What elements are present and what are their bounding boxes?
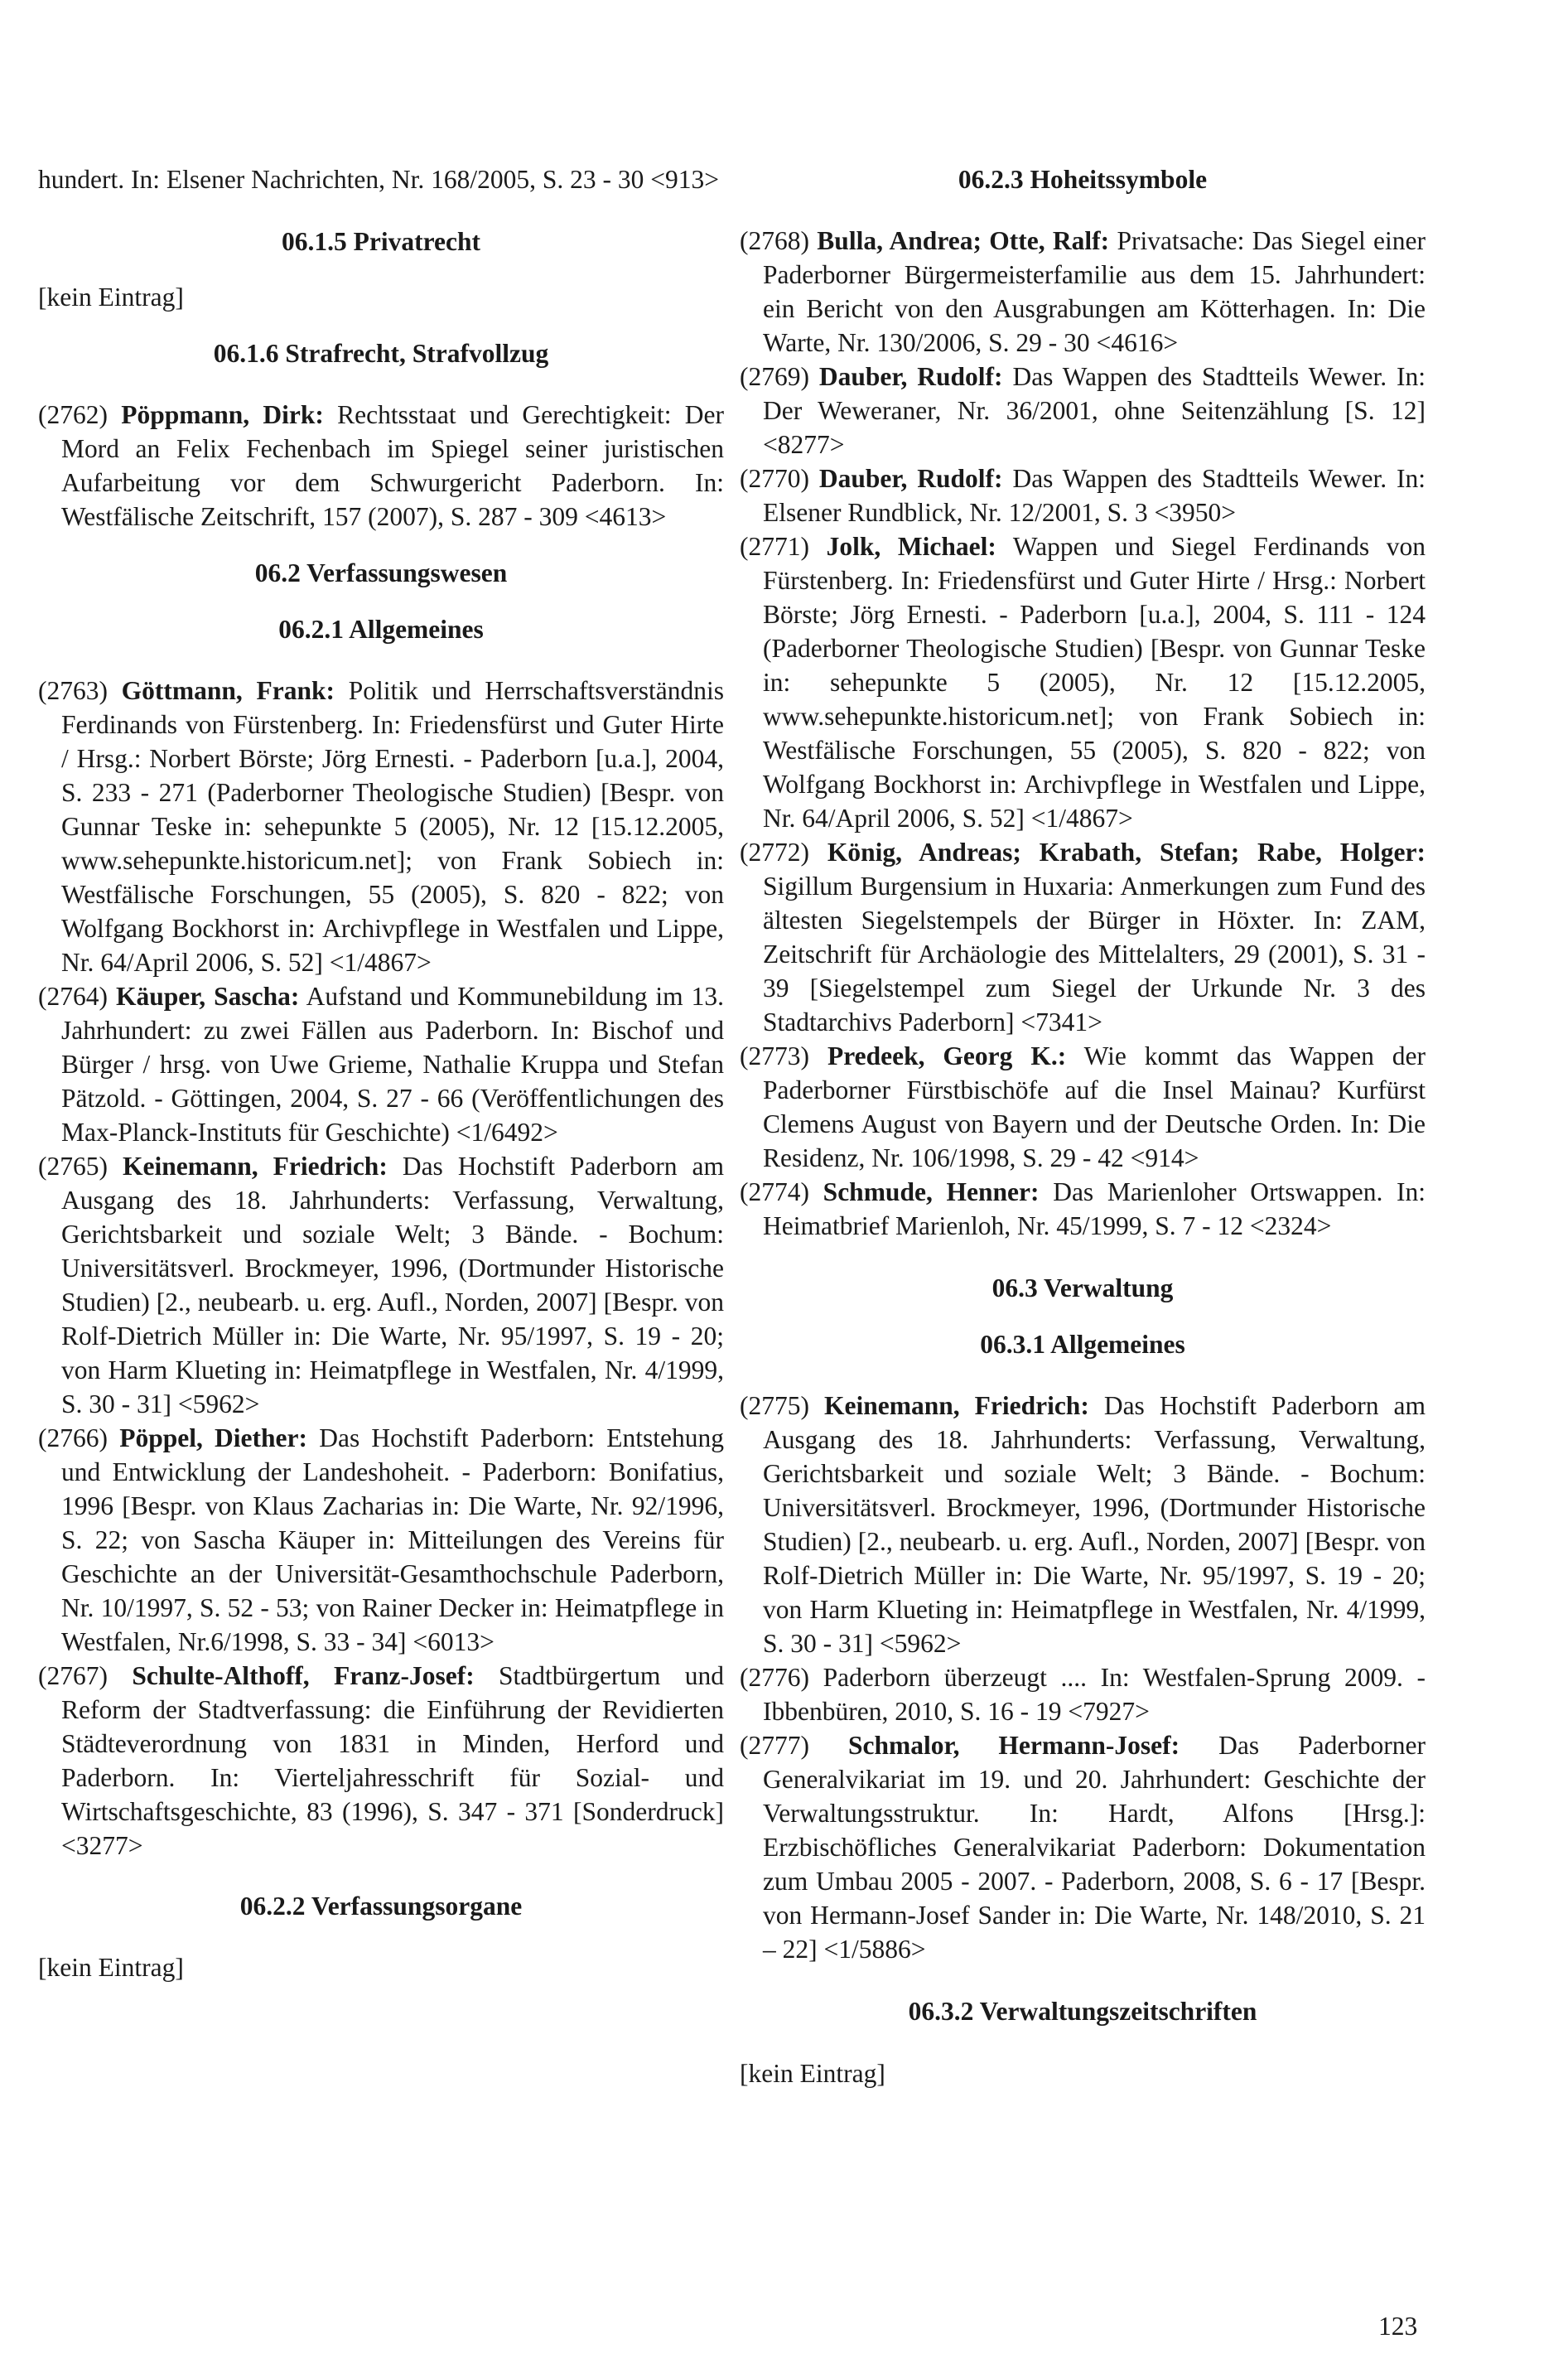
entry-number: (2762) xyxy=(38,400,122,429)
entry-2768 xyxy=(740,224,1426,360)
entry-number: (2763) xyxy=(38,676,122,705)
entry-author: Predeek, Georg K.: xyxy=(827,1041,1067,1070)
left-column xyxy=(38,162,724,1984)
entry-author: Pöppmann, Dirk: xyxy=(121,400,324,429)
entry-text: Wie kommt das Wappen der Paderborner Fürstbischöfe auf die Insel Mainau? Kurfürst Clemens August von Bayern und der Deutsche Orden. In: Die Residenz, Nr. 106/1998, S. 29 - 42 <914> xyxy=(763,1041,1426,1172)
entry-number: (2772) xyxy=(740,838,827,867)
entry-text: Privatsache: Das Siegel einer Paderborner Bürgermeisterfamilie aus dem 15. Jahrhundert: ein Bericht von den Ausgrabungen am Kötterhagen. In: Die Warte, Nr. 130/2006, S. 29 - 30 <4616> xyxy=(763,226,1426,357)
entry-author: Göttmann, Frank: xyxy=(121,676,335,705)
heading-0623: 06.2.3 Hoheitssymbole xyxy=(958,165,1208,194)
entry-author: Jolk, Michael: xyxy=(826,532,996,561)
entry-2764 xyxy=(38,979,724,1149)
empty-entry: [kein Eintrag] xyxy=(740,2059,885,2088)
entry-author: Dauber, Rudolf: xyxy=(818,362,1003,391)
entry-text: Wappen und Siegel Ferdinands von Fürstenberg. In: Friedensfürst und Guter Hirte / Hrsg.: Norbert Börste; Jörg Ernesti. - Paderborn [u.a.], 2004, S. 111 - 124 (Paderborner Theologische Studien) [Bespr. von Gunnar Teske in: sehepunkte 5 (2005), Nr. 12 [15.12.2005, www.sehepunkte.historicum.net]; von Frank Sobiech in: Westfälische Forschungen, 55 (2005), S. 820 - 822; von Wolfgang Bockhorst in: Archivpflege in Westfalen und Lippe, Nr. 64/April 2006, S. 52] <1/4867> xyxy=(763,532,1426,833)
entry-author: Pöppel, Diether: xyxy=(119,1423,307,1452)
entry-author: Keinemann, Friedrich: xyxy=(122,1152,388,1181)
entry-number: (2774) xyxy=(740,1177,823,1206)
entry-number: (2769) xyxy=(740,362,819,391)
heading-0621: 06.2.1 Allgemeines xyxy=(278,615,484,644)
entry-text: Stadtbürgertum und Reform der Stadtverfassung: die Einführung der Revidierten Städteverordnung von 1831 in Minden, Herford und Paderborn. In: Vierteljahresschrift für Sozial- und Wirtschaftsgeschichte, 83 (1996), S. 347 - 371 [Sonderdruck] <3277> xyxy=(61,1661,724,1860)
entry-2767 xyxy=(38,1659,724,1863)
entry-2773 xyxy=(740,1039,1426,1175)
entry-author: König, Andreas; Krabath, Stefan; Rabe, Holger: xyxy=(827,838,1426,867)
entry-2774 xyxy=(740,1175,1426,1243)
heading-0616: 06.1.6 Strafrecht, Strafvollzug xyxy=(213,339,549,368)
entry-text: Aufstand und Kommunebildung im 13. Jahrhundert: zu zwei Fällen aus Paderborn. In: Bischof und Bürger / hrsg. von Uwe Grieme, Nathalie Kruppa und Stefan Pätzold. - Göttingen, 2004, S. 27 - 66 (Veröffentlichungen des Max-Planck-Instituts für Geschichte) <1/6492> xyxy=(61,982,724,1147)
entry-2776 xyxy=(740,1660,1426,1728)
entry-2775 xyxy=(740,1389,1426,1660)
entry-number: (2767) xyxy=(38,1661,133,1690)
entry-2771 xyxy=(740,529,1426,835)
entry-author: Schmude, Henner: xyxy=(823,1177,1040,1206)
entry-number: (2773) xyxy=(740,1041,827,1070)
entry-text: Das Wappen des Stadtteils Wewer. In: Elsener Rundblick, Nr. 12/2001, S. 3 <3950> xyxy=(763,464,1426,527)
entry-2769 xyxy=(740,360,1426,461)
heading-0631: 06.3.1 Allgemeines xyxy=(980,1330,1185,1359)
entry-author: Käuper, Sascha: xyxy=(115,982,300,1011)
entry-number: (2771) xyxy=(740,532,827,561)
empty-entry: [kein Eintrag] xyxy=(38,1953,184,1982)
entry-text: Das Hochstift Paderborn am Ausgang des 18. Jahrhunderts: Verfassung, Verwaltung, Gerichtsbarkeit und soziale Welt; 3 Bände. - Bochum: Universitätsverl. Brockmeyer, 1996, (Dortmunder Historische Studien) [2., neubearb. u. erg. Aufl., Norden, 2007] [Bespr. von Rolf-Dietrich Müller in: Die Warte, Nr. 95/1997, S. 19 - 20; von Harm Klueting in: Heimatpflege in Westfalen, Nr. 4/1999, S. 30 - 31] <5962> xyxy=(763,1391,1426,1658)
heading-0632: 06.3.2 Verwaltungszeitschriften xyxy=(908,1997,1257,2026)
entry-2777 xyxy=(740,1728,1426,1966)
entry-author: Schmalor, Hermann-Josef: xyxy=(847,1731,1180,1760)
page-number: 123 xyxy=(1378,2312,1418,2341)
entry-number: (2766) xyxy=(38,1423,120,1452)
entry-text: Rechtsstaat und Gerechtigkeit: Der Mord an Felix Fechenbach im Spiegel seiner juristischen Aufarbeitung vor dem Schwurgericht Paderborn. In: Westfälische Zeitschrift, 157 (2007), S. 287 - 309 <4613> xyxy=(61,400,724,531)
heading-0615: 06.1.5 Privatrecht xyxy=(282,227,480,256)
entry-2772 xyxy=(740,835,1426,1039)
entry-number: (2775) xyxy=(740,1391,824,1420)
entry-text: Sigillum Burgensium in Huxaria: Anmerkungen zum Fund des ältesten Siegelstempels der Bürger in Höxter. In: ZAM, Zeitschrift für Archäologie des Mittelalters, 29 (2001), S. 31 - 39 [Siegelstempel zum Siegel der Urkunde Nr. 3 des Stadtarchivs Paderborn] <7341> xyxy=(763,872,1426,1036)
entry-text: Paderborn überzeugt .... In: Westfalen-Sprung 2009. - Ibbenbüren, 2010, S. 16 - 19 <7927> xyxy=(763,1663,1426,1726)
entry-text: Das Wappen des Stadtteils Wewer. In: Der Weweraner, Nr. 36/2001, ohne Seitenzählung [S. 12] <8277> xyxy=(763,362,1426,459)
entry-number: (2765) xyxy=(38,1152,123,1181)
entry-2766 xyxy=(38,1421,724,1659)
entry-2770 xyxy=(740,461,1426,529)
entry-author: Schulte-Althoff, Franz-Josef: xyxy=(132,1661,475,1690)
entry-author: Keinemann, Friedrich: xyxy=(823,1391,1089,1420)
entry-number: (2776) xyxy=(740,1663,823,1692)
entry-text: Das Hochstift Paderborn am Ausgang des 18. Jahrhunderts: Verfassung, Verwaltung, Gerichtsbarkeit und soziale Welt; 3 Bände. - Bochum: Universitätsverl. Brockmeyer, 1996, (Dortmunder Historische Studien) [2., neubearb. u. erg. Aufl., Norden, 2007] [Bespr. von Rolf-Dietrich Müller in: Die Warte, Nr. 95/1997, S. 19 - 20; von Harm Klueting in: Heimatpflege in Westfalen, Nr. 4/1999, S. 30 - 31] <5962> xyxy=(61,1152,724,1418)
entry-number: (2768) xyxy=(740,226,818,255)
entry-number: (2777) xyxy=(740,1731,848,1760)
entry-number: (2770) xyxy=(740,464,819,493)
heading-062: 06.2 Verfassungswesen xyxy=(254,558,508,587)
entry-text: Das Marienloher Ortswappen. In: Heimatbrief Marienloh, Nr. 45/1999, S. 7 - 12 <2324> xyxy=(763,1177,1426,1240)
entry-2763 xyxy=(38,674,724,979)
entry-author: Dauber, Rudolf: xyxy=(818,464,1003,493)
right-column xyxy=(740,162,1426,2090)
continuation-text: hundert. In: Elsener Nachrichten, Nr. 168/2005, S. 23 - 30 <913> xyxy=(38,165,719,194)
entry-text: Das Hochstift Paderborn: Entstehung und Entwicklung der Landeshoheit. - Paderborn: Bonifatius, 1996 [Bespr. von Klaus Zacharias in: Die Warte, Nr. 92/1996, S. 22; von Sascha Käuper in: Mitteilungen des Vereins für Geschichte an der Universität-Gesamthochschule Paderborn, Nr. 10/1997, S. 52 - 53; von Rainer Decker in: Heimatpflege in Westfalen, Nr.6/1998, S. 33 - 34] <6013> xyxy=(61,1423,725,1656)
entry-text: Politik und Herrschaftsverständnis Ferdinands von Fürstenberg. In: Friedensfürst und Guter Hirte / Hrsg.: Norbert Börste; Jörg Ernesti. - Paderborn [u.a.], 2004, S. 233 - 271 (Paderborner Theologische Studien) [Bespr. von Gunnar Teske in: sehepunkte 5 (2005), Nr. 12 [15.12.2005, www.sehepunkte.historicum.net]; von Frank Sobiech in: Westfälische Forschungen, 55 (2005), S. 820 - 822; von Wolfgang Bockhorst in: Archivpflege in Westfalen und Lippe, Nr. 64/April 2006, S. 52] <1/4867> xyxy=(61,676,724,977)
empty-entry: [kein Eintrag] xyxy=(38,283,184,312)
entry-number: (2764) xyxy=(38,982,116,1011)
entry-2765 xyxy=(38,1149,724,1421)
heading-063: 06.3 Verwaltung xyxy=(991,1273,1174,1302)
heading-0622: 06.2.2 Verfassungsorgane xyxy=(239,1892,523,1921)
entry-author: Bulla, Andrea; Otte, Ralf: xyxy=(817,226,1110,255)
entry-2762 xyxy=(38,398,724,534)
entry-text: Das Paderborner Generalvikariat im 19. und 20. Jahrhundert: Geschichte der Verwaltungsstruktur. In: Hardt, Alfons [Hrsg.]: Erzbischöfliches Generalvikariat Paderborn: Dokumentation zum Umbau 2005 - 2007. - Paderborn, 2008, S. 6 - 17 [Bespr. von Hermann-Josef Sander in: Die Warte, Nr. 148/2010, S. 21 – 22] <1/5886> xyxy=(763,1731,1426,1964)
